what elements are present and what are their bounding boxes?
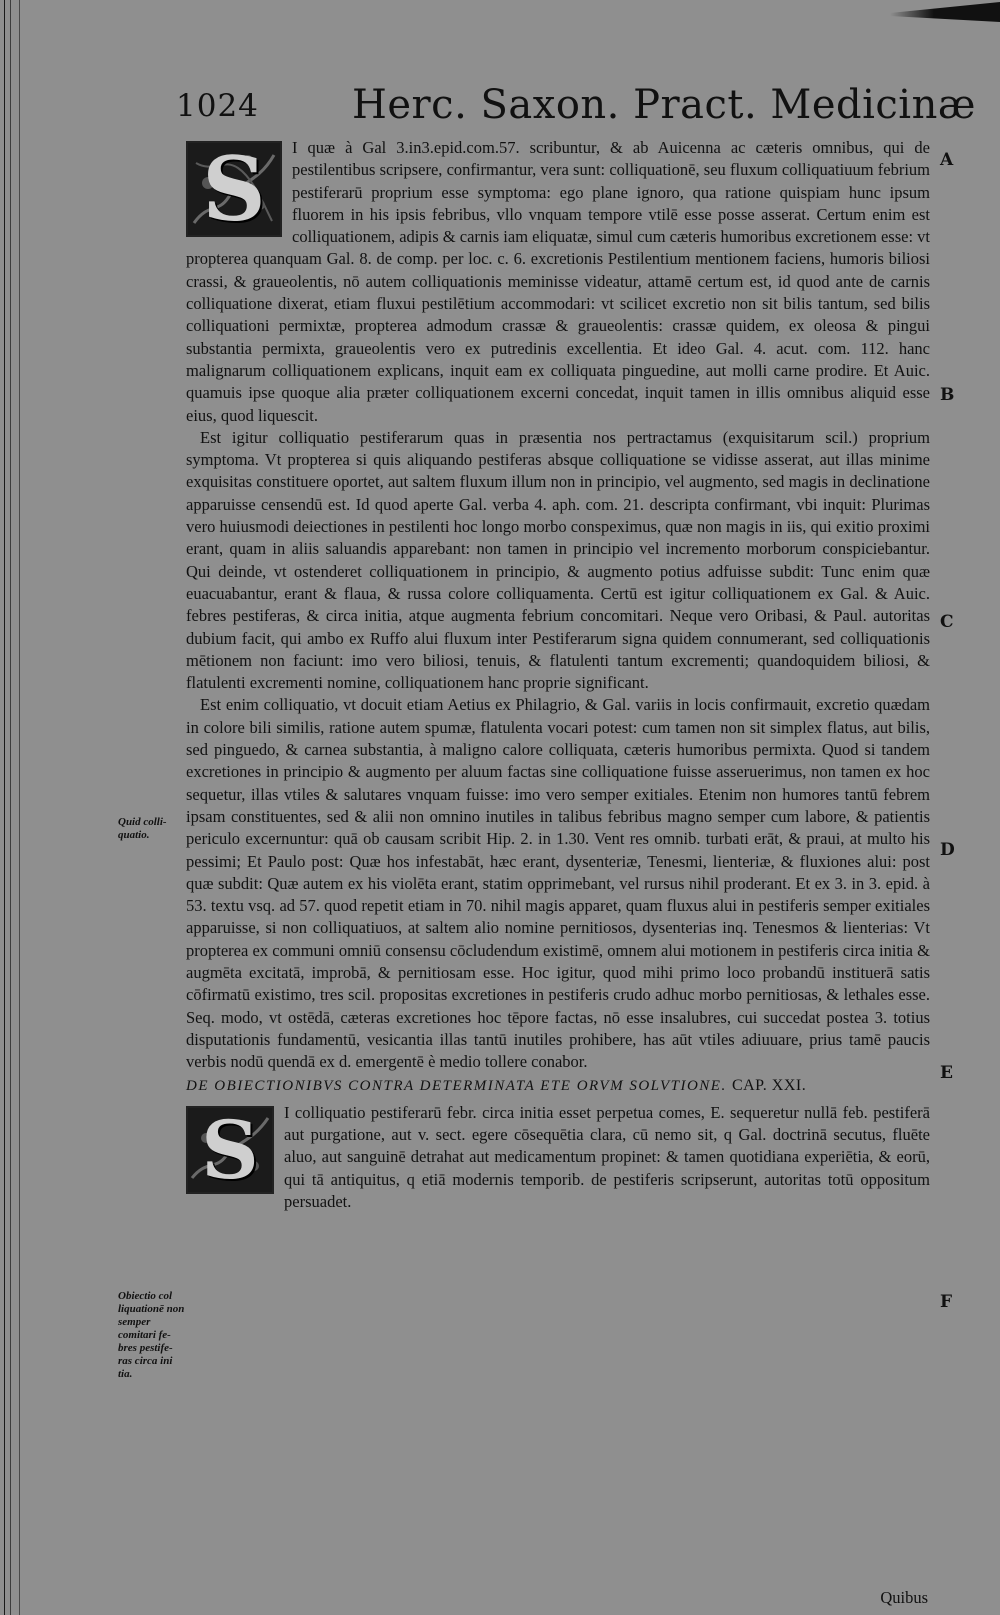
scan-edge-line — [10, 0, 11, 1615]
margin-marker-b: B — [940, 385, 955, 405]
page-number: 1024 — [176, 88, 259, 124]
main-text — [186, 137, 930, 1213]
catchword: Quibus — [880, 1588, 928, 1607]
paragraph: I quæ à Gal 3.in3.epid.com.57. scribuntur, & ab Auicenna ac cæteris omnibus, qui de pestilentibus scripsere, confirmantur, vera sunt: colliquationē, seu fluxum colliquatiuum febrium pestiferarū proprium esse symptoma: ego plane ignoro, qua ratione quispiam hunc ipsum fluorem in his ipsis febribus, vllo vnquam tempore vtilē esse posse asserat. Certum enim est colliquationem, adipis & carnis iam eliquatæ, simul cum cæteris humoribus excretionem esse: vt propterea quanquam Gal. 8. de comp. per loc. c. 6. excretionis Pestilentium mentionem faciens, humoris biliosi crassi, & graueolentis, nō autem colliquationis meminisse videatur, attamē certum est, id quod ante de carnis colliquatione dixerat, etiam fluxui pestilētium accommodari: vt scilicet excretio non sit bilis tantum, sed bilis colliquationi permixtæ, propterea admodum crassæ & graueolentis: crassæ quidem, ex oleosa & pingui substantia permixta, graueolentis vero ex putredinis excellentia. Et ideo Gal. 4. acut. com. 112. hanc malignarum colliquationem explicans, inquit eam ex colliquata pinguedine, aut molli carne prodire. Et Auic. quamuis ipse quoque alia præter colliquationem excerni concedat, inquit tamen in illis omnibus aliquid esse eius, quod liquescit. — [186, 138, 930, 425]
initial-letter: S — [201, 1105, 259, 1194]
initial-letter: S — [202, 141, 266, 237]
margin-marker-a: A — [940, 150, 954, 170]
scan-artifact-bar — [890, 2, 1000, 22]
paragraph: Est enim colliquatio, vt docuit etiam Aetius ex Philagrio, & Gal. variis in locis confirmauit, excretio quædam in colore bili similis, ratione autem spumæ, flatulenta vocari potest: cum tamen non sit simplex flatus, aut bilis, sed pinguedo, & carnea substantia, à maligno calore colliquata, cæteris humoribus permixta. Quod si tandem excretiones in principio & augmento per aluum factas sine colliquatione fuisse asseruerimus, non tamen ex hoc sequetur, illas vtiles & salutares vnquam fuisse: imo vero semper exitiales. Etenim non humores tantū febrem ipsam constituentes, sed & alii non omnino inutiles in talibus febribus magno semper cum labore, & patientis periculo excernuntur: quā ob causam scribit Hip. 2. in 1.30. Vent res omnib. turbati erāt, & praui, at multo his pessimi; Et Paulo post: Quæ hos infestabāt, hæc erant, dysenteriæ, Tenesmi, lienteriæ, & fluxiones alui: post quæ subdit: Quæ autem ex his violēta erant, statim opprimebant, vel rursus nihil proderant. Et ex 3. in 3. epid. à 53. textu vsq. ad 57. quod repetit etiam in 70. nihil magis apparet, quam fluxus alui in pestiferis semper exitiales apparuisse, si non colliquatiuos, at saltem alio nomine pernitiosos, dysenterias inq. Tenesmos & lienterias: Vt propterea ex communi omniū consensu cōcludendum existimē, omnem alui motionem in pestiferis circa initia & augmēta excitatā, improbā, & pernitiosam esse. Hoc igitur, quod mihi primo loco probandū instituerā satis cōfirmatū existimo, tres scil. propositas excretiones in pestiferis crudo adhuc morbo pernitiosas, & lethales esse. Seq. modo, vt ostēdā, cæteras excretiones hoc tēpore factas, nō esse insalubres, cui succedat postea 3. totius disputationis fundamentū, vesicantia illas tantū inutiles prohibere, has aūt vtiles adiuuare, prius tamē paucis verbis nodū quendā ex d. emergentē è medio tollere conabor. — [186, 695, 930, 1072]
margin-marker-d: D — [940, 840, 955, 860]
marginal-note: Quid colli-quatio. — [118, 816, 167, 841]
marginal-note: Obiectio col liquationē non semper comitari fe-bres pestife-ras circa ini tia. — [118, 1290, 185, 1380]
scan-edge-line — [19, 0, 20, 1615]
chapter-number: CAP. XXI. — [731, 1077, 807, 1095]
decorated-initial — [186, 1106, 274, 1194]
scan-edge-line — [4, 0, 5, 1615]
running-title: Herc. Saxon. Pract. Medicinæ — [352, 82, 976, 128]
chapter-heading — [186, 1075, 930, 1097]
margin-marker-e: E — [940, 1063, 953, 1083]
chapter-title: DE OBIECTIONIBVS CONTRA DETERMINATA ETE ORVM SOLVTIONE. — [186, 1078, 727, 1095]
paragraph: I colliquatio pestiferarū febr. circa initia esset perpetua comes, E. sequeretur nullā feb. pestiferā aut purgatione, aut v. sect. egere cōsequētia clara, cū nemo sit, q Gal. doctrinā secutus, fluēte aluo, aut sanguinē detrahat aut medicamentum propinet: & tamen quotidiana experiētia, & eorū, qui tā antiquitus, q etiā modernis temporib. de pestiferis scripserunt, autoritas totū oppositum persuadet. — [284, 1102, 930, 1211]
margin-marker-f: F — [940, 1292, 953, 1312]
decorated-initial — [186, 141, 282, 237]
margin-marker-c: C — [940, 612, 954, 632]
paragraph: Est igitur colliquatio pestiferarum quas in præsentia nos pertractamus (exquisitarum scil.) proprium symptoma. Vt propterea si quis aliquando pestiferas absque colliquatione se vidisse asserat, aut illas minime exquisitas constituere oportet, aut saltem fluxum illum non in principio, vel augmento, sed magis in declinatione apparuisse censendū est. Id quod aperte Gal. verba 4. aph. com. 21. descripta confirmant, vbi inquit: Plurimas vero huiusmodi deiectiones in pestilenti hoc longo morbo conspeximus, quæ non magis in iis, qui exitio proximi erant, quam in aliis saluandis apparebant: non tamen in principio vel incremento morborum conspiciebantur. Qui deinde, vt ostenderet colliquationem in principio, & augmento potius adfuisse subdit: Tunc enim quæ euacuabantur, erant & flaua, & russa colore colliquamenta. Certū est igitur colliquationem ex Gal. & Auic. febres pestiferas, & circa initia, atque augmenta febrium concomitari. Neque vero Oribasi, & Paul. autoritas dubium facit, qui ambo ex Ruffo alui fluxum inter Pestiferarum signa quidem connumerant, sed colliquationis mētionem non faciunt: imo vero biliosi, tenuis, & flatulenti tantum excrementi; quandoquidem biliosi, & flatulenti excrementi nomine, colliquationem hanc proprie significant. — [186, 427, 930, 693]
